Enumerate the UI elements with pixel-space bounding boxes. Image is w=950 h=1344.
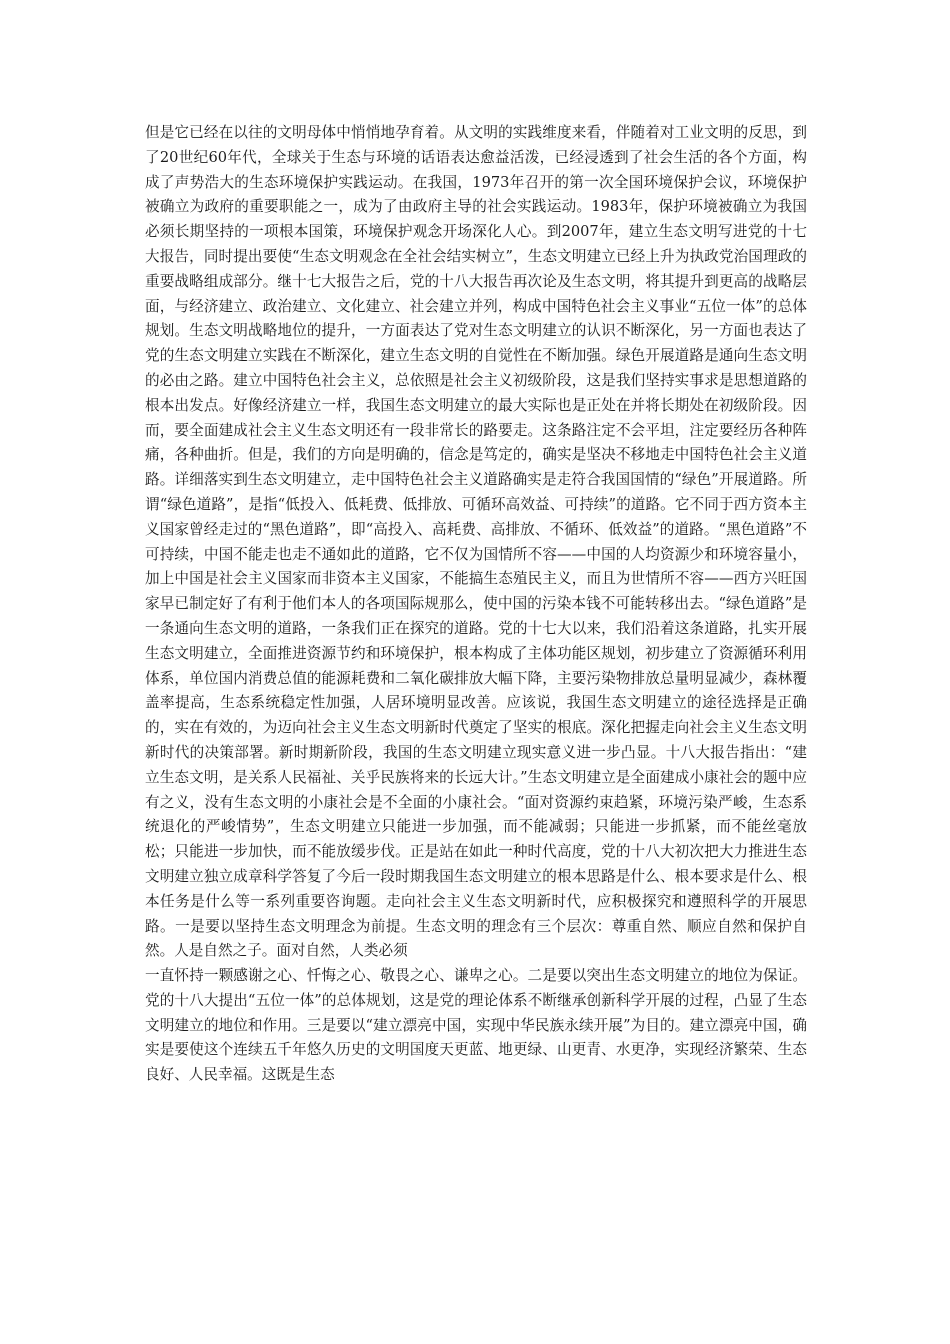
paragraph-2: 一直怀持一颗感谢之心、忏悔之心、敬畏之心、谦卑之心。二是要以突出生态文明建立的地位为保证。党的十八大提出“五位一体”的总体规划，这是党的理论体系不断继承创新科学开展的过程，凸显了生态文明建立的地位和作用。三是要以“建立漂亮中国，实现中华民族永续开展”为目的。建立漂亮中国，确实是要使这个连续五千年悠久历史的文明国度天更蓝、地更绿、山更青、水更净，实现经济繁荣、生态良好、人民幸福。这既是生态 [145,967,807,1084]
paragraph-1: 但是它已经在以往的文明母体中悄悄地孕育着。从文明的实践维度来看，伴随着对工业文明的反思，到了20世纪60年代，全球关于生态与环境的话语表达愈益活泼，已经浸透到了社会生活的各个方面，构成了声势浩大的生态环境保护实践运动。在我国，1973年召开的第一次全国环境保护会议，环境保护被确立为政府的重要职能之一，成为了由政府主导的社会实践运动。1983年，保护环境被确立为我国必须长期坚持的一项根本国策，环境保护观念开场深化人心。到2007年，建立生态文明写进党的十七大报告，同时提出要使“生态文明观念在全社会结实树立”，生态文明建立已经上升为执政党治国理政的重要战略组成部分。继十七大报告之后，党的十八大报告再次论及生态文明，将其提升到更高的战略层面，与经济建立、政治建立、文化建立、社会建立并列，构成中国特色社会主义事业“五位一体”的总体规划。生态文明战略地位的提升，一方面表达了党对生态文明建立的认识不断深化，另一方面也表达了党的生态文明建立实践在不断深化，建立生态文明的自觉性在不断加强。绿色开展道路是通向生态文明的必由之路。建立中国特色社会主义，总依照是社会主义初级阶段，这是我们坚持实事求是思想道路的根本出发点。好像经济建立一样，我国生态文明建立的最大实际也是正处在并将长期处在初级阶段。因而，要全面建成社会主义生态文明还有一段非常长的路要走。这条路注定不会平坦，注定要经历各种阵痛，各种曲折。但是，我们的方向是明确的，信念是笃定的，确实是坚决不移地走中国特色社会主义道路。详细落实到生态文明建立，走中国特色社会主义道路确实是走符合我国国情的“绿色”开展道路。所谓“绿色道路”，是指“低投入、低耗费、低排放、可循环高效益、可持续”的道路。它不同于西方资本主义国家曾经走过的“黑色道路”，即“高投入、高耗费、高排放、不循环、低效益”的道路。“黑色道路”不可持续，中国不能走也走不通如此的道路，它不仅为国情所不容——中国的人均资源少和环境容量小，加上中国是社会主义国家而非资本主义国家，不能搞生态殖民主义，而且为世情所不容——西方兴旺国家早已制定好了有利于他们本人的各项国际规那么，使中国的污染本钱不可能转移出去。“绿色道路”是一条通向生态文明的道路，一条我们正在探究的道路。党的十七大以来，我们沿着这条道路，扎实开展生态文明建立，全面推进资源节约和环境保护，根本构成了主体功能区规划，初步建立了资源循环利用体系，单位国内消费总值的能源耗费和二氧化碳排放大幅下降，主要污染物排放总量明显减少，森林覆盖率提高，生态系统稳定性加强，人居环境明显改善。应该说，我国生态文明建立的途径选择是正确的，实在有效的，为迈向社会主义生态文明新时代奠定了坚实的根底。深化把握走向社会主义生态文明新时代的决策部署。新时期新阶段，我国的生态文明建立现实意义进一步凸显。十八大报告指出：“建立生态文明，是关系人民福祉、关乎民族将来的长远大计。”生态文明建立是全面建成小康社会的题中应有之义，没有生态文明的小康社会是不全面的小康社会。“面对资源约束趋紧，环境污染严峻，生态系统退化的严峻情势”，生态文明建立只能进一步加强，而不能减弱；只能进一步抓紧，而不能丝毫放松；只能进一步加快，而不能放缓步伐。正是站在如此一种时代高度，党的十八大初次把大力推进生态文明建立独立成章科学答复了今后一段时期我国生态文明建立的根本思路是什么、根本要求是什么、根本任务是什么等一系列重要咨询题。走向社会主义生态文明新时代，应积极探究和遵照科学的开展思路。一是要以坚持生态文明理念为前提。生态文明的理念有三个层次：尊重自然、顺应自然和保护自然。人是自然之子。面对自然，人类必须 [145,124,807,960]
document-body [145,121,807,1088]
